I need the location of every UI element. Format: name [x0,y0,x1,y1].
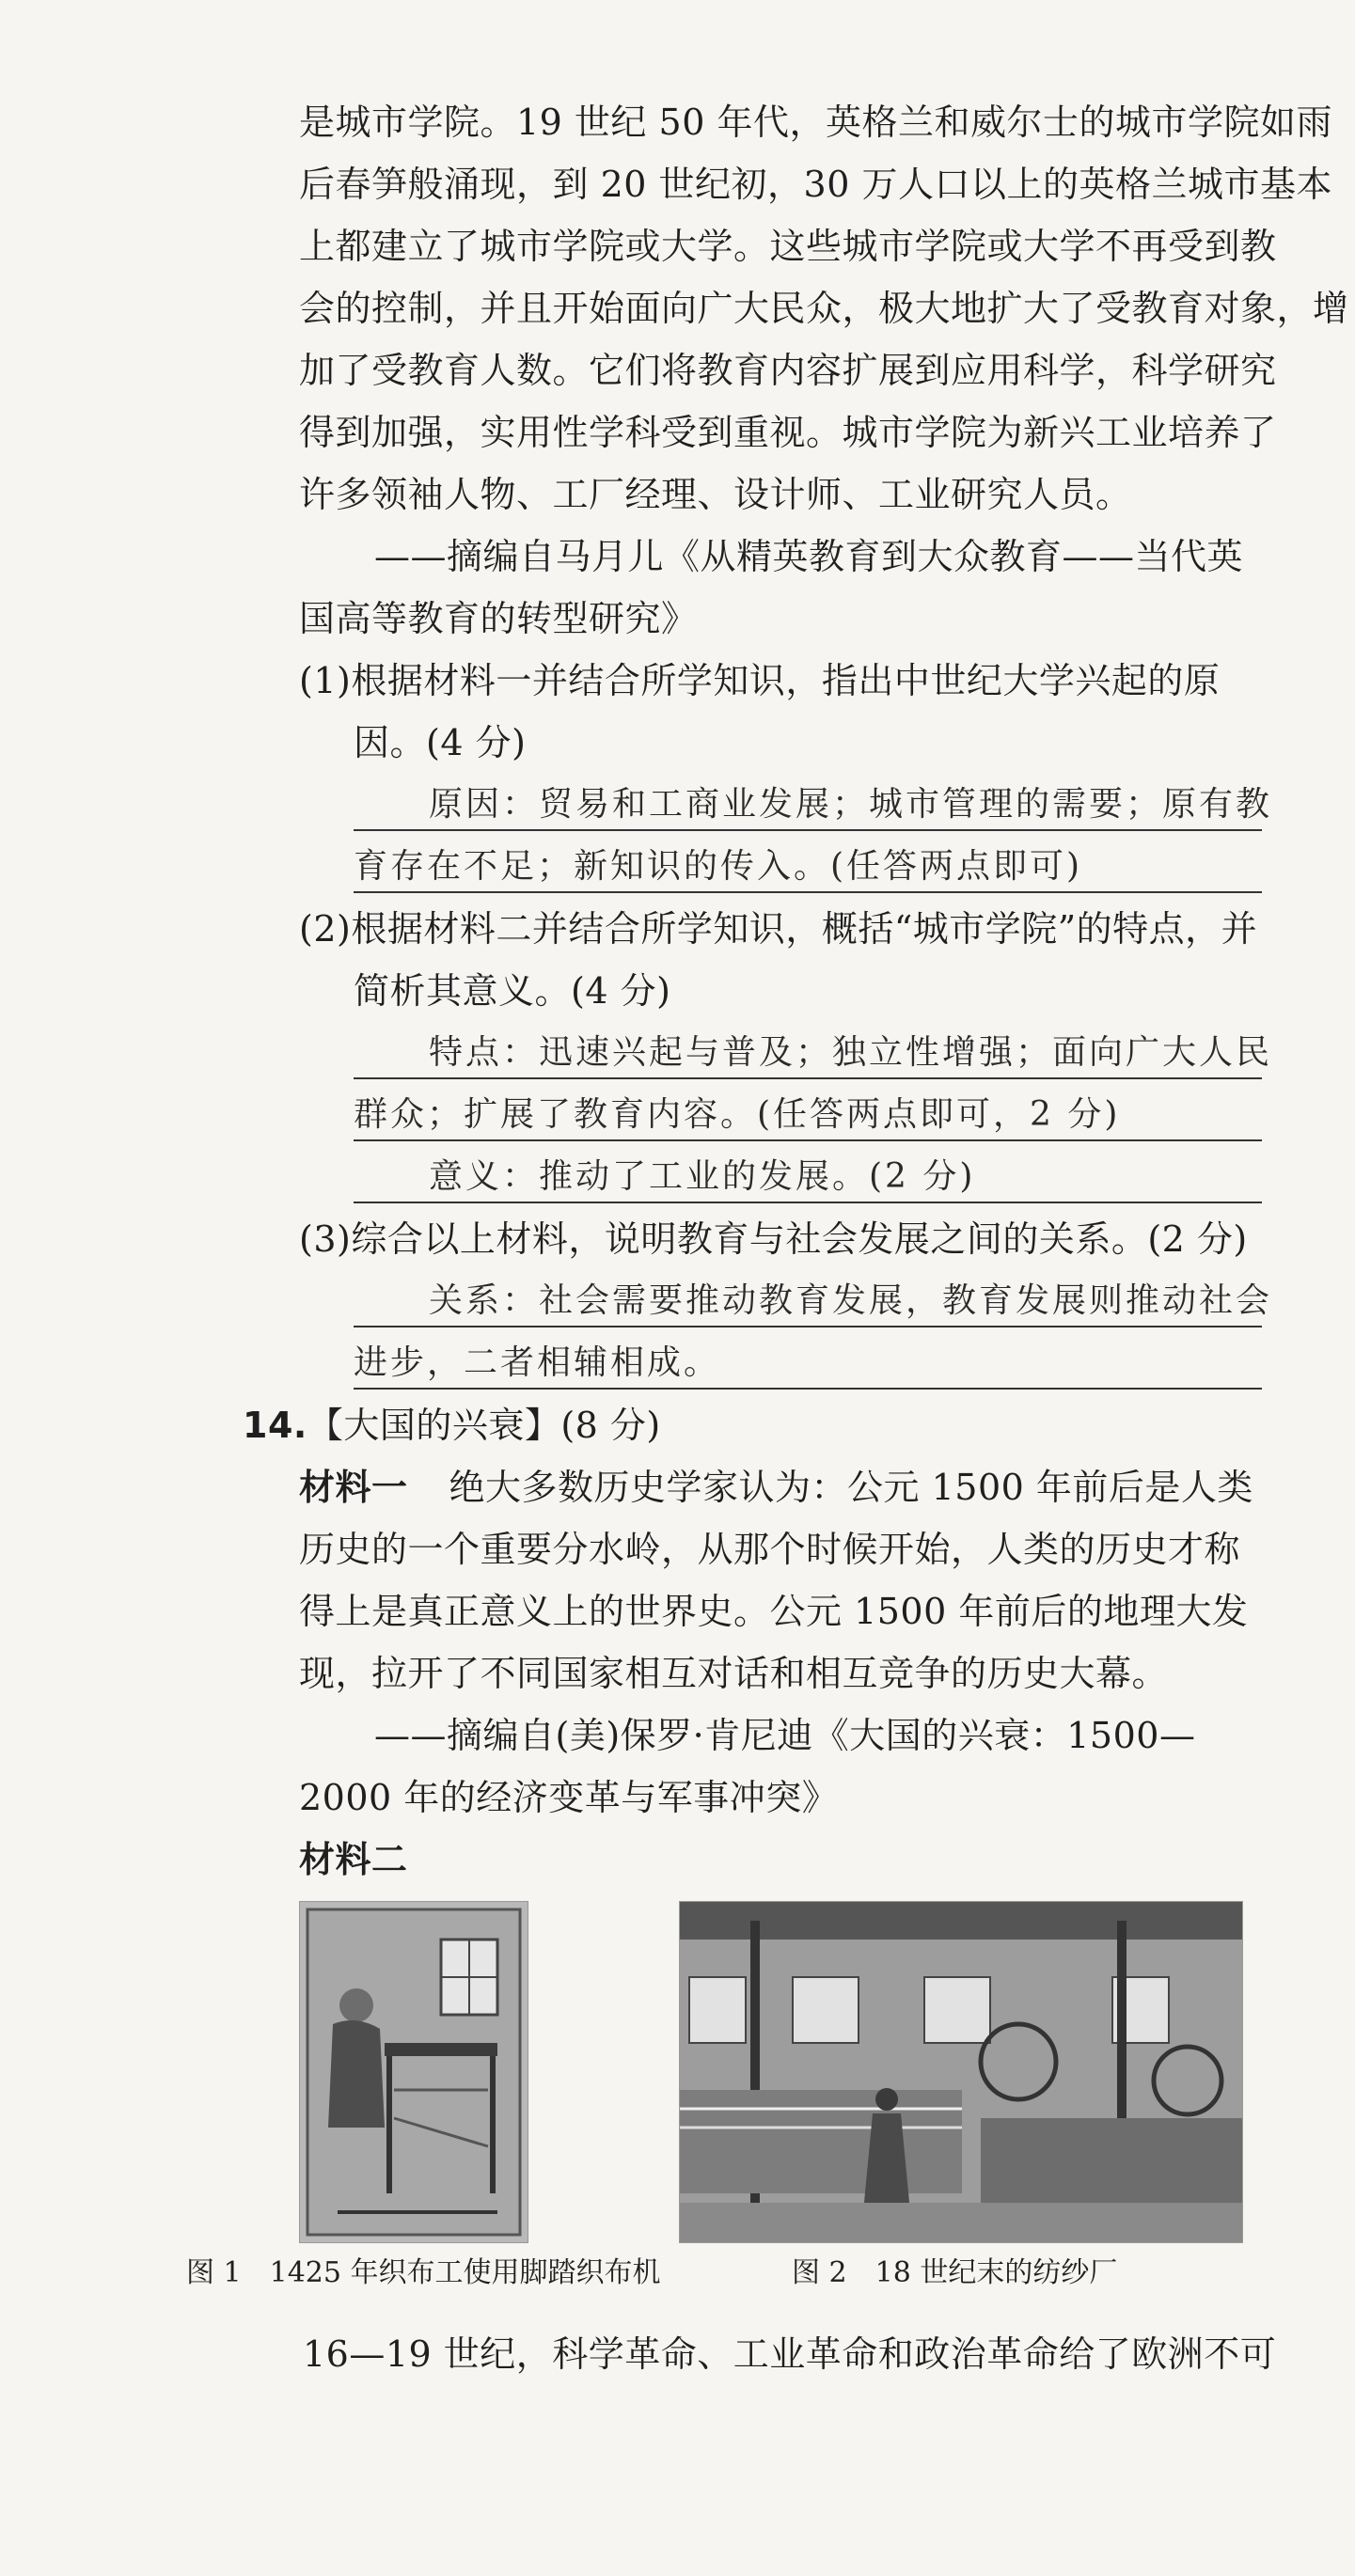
body-text-line: 上都建立了城市学院或大学。这些城市学院或大学不再受到教 [299,226,1277,267]
answer-2-line: 意义：推动了工业的发展。(2 分) [354,1153,1262,1203]
figure-1-image [299,1901,528,2243]
answer-3-line: 进步，二者相辅相成。 [354,1339,1262,1390]
material-1-line: 得上是真正意义上的世界史。公元 1500 年前后的地理大发 [299,1591,1249,1632]
question-1: (1)根据材料一并结合所学知识，指出中世纪大学兴起的原 [299,660,1221,701]
source-citation: ——摘编自马月儿《从精英教育到大众教育——当代英 [374,536,1244,577]
body-text-line: 后春笋般涌现，到 20 世纪初，30 万人口以上的英格兰城市基本 [299,164,1332,205]
question-1-cont: 因。(4 分) [354,722,527,763]
material-label: 材料二 [299,1839,408,1880]
material-1-line [299,1463,1268,1512]
question-number: 14. [243,1405,307,1446]
figure-2-image [679,1901,1243,2243]
body-text-line: 得到加强，实用性学科受到重视。城市学院为新兴工业培养了 [299,412,1277,453]
source-citation: ——摘编自(美)保罗·肯尼迪《大国的兴衰：1500— [374,1715,1196,1756]
answer-3-line: 关系：社会需要推动教育发展，教育发展则推动社会 [354,1277,1262,1327]
figure-2-caption: 图 2 18 世纪末的纺纱厂 [792,2256,1118,2289]
loom-illustration [300,1902,528,2242]
body-text-line: 加了受教育人数。它们将教育内容扩展到应用科学，科学研究 [299,350,1277,391]
body-text-line: 会的控制，并且开始面向广大民众，极大地扩大了受教育对象，增 [299,288,1349,329]
material-1-line: 现，拉开了不同国家相互对话和相互竞争的历史大幕。 [299,1653,1169,1694]
body-text-line: 许多领袖人物、工厂经理、设计师、工业研究人员。 [299,474,1132,515]
answer-1-line: 育存在不足；新知识的传入。(任答两点即可) [354,842,1262,893]
question-3: (3)综合以上材料，说明教育与社会发展之间的关系。(2 分) [299,1218,1248,1260]
material-2-label [299,1835,1268,1884]
answer-2-line: 特点：迅速兴起与普及；独立性增强；面向广大人民 [354,1029,1262,1079]
figure-1-caption: 图 1 1425 年织布工使用脚踏织布机 [186,2256,661,2289]
answer-2-line: 群众；扩展了教育内容。(任答两点即可，2 分) [354,1091,1262,1141]
body-text-line: 是城市学院。19 世纪 50 年代，英格兰和威尔士的城市学院如雨 [299,102,1332,143]
question-title: 【大国的兴衰】(8 分) [307,1405,661,1446]
spinning-mill-illustration [680,1902,1242,2242]
material-1-line: 历史的一个重要分水岭，从那个时候开始，人类的历史才称 [299,1529,1241,1570]
source-citation: 2000 年的经济变革与军事冲突》 [299,1777,839,1818]
material-text: 绝大多数历史学家认为：公元 1500 年前后是人类 [449,1467,1253,1508]
question-2: (2)根据材料二并结合所学知识，概括“城市学院”的特点，并 [299,908,1258,950]
answer-1-line: 原因：贸易和工商业发展；城市管理的需要；原有教 [354,780,1262,831]
material-label: 材料一 [299,1467,408,1508]
source-citation: 国高等教育的转型研究》 [299,598,698,639]
question-14-heading [243,1401,1211,1450]
question-2-cont: 简析其意义。(4 分) [354,970,671,1012]
body-text-line: 16—19 世纪，科学革命、工业革命和政治革命给了欧洲不可 [303,2333,1277,2375]
